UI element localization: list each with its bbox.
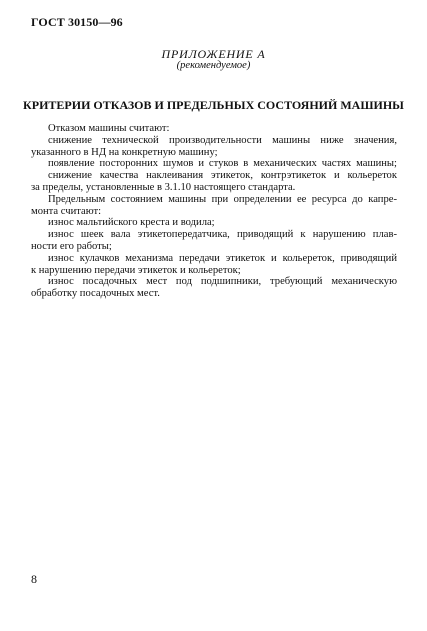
body-line: монта считают: bbox=[31, 205, 102, 217]
body-line: износ посадочных мест под подшипники, требующий механическую bbox=[48, 276, 397, 288]
body-text bbox=[31, 123, 397, 300]
body-line: снижение технической производительности машины ниже значения, bbox=[48, 134, 397, 146]
body-line: износ шеек вала этикетопередатчика, приводящий к нарушению плав- bbox=[48, 229, 397, 241]
body-line: Предельным состоянием машины при определении ее ресурса до капре- bbox=[48, 193, 397, 205]
appendix-subtitle: (рекомендуемое) bbox=[176, 60, 251, 71]
body-line: к нарушению передачи этикеток и кольереток; bbox=[31, 264, 241, 276]
body-line: износ мальтийского креста и водила; bbox=[48, 217, 215, 229]
body-line: за пределы, установленные в 3.1.10 настоящего стандарта. bbox=[31, 181, 296, 193]
body-line: обработку посадочных мест. bbox=[31, 288, 160, 300]
appendix-title: ПРИЛОЖЕНИЕ А bbox=[161, 47, 266, 61]
page-number: 8 bbox=[31, 572, 37, 586]
body-line: износ кулачков механизма передачи этикеток и кольереток, приводящий bbox=[48, 252, 397, 264]
standard-code: ГОСТ 30150—96 bbox=[31, 15, 123, 29]
section-title: КРИТЕРИИ ОТКАЗОВ И ПРЕДЕЛЬНЫХ СОСТОЯНИЙ МАШИНЫ bbox=[23, 98, 404, 112]
body-line: ности его работы; bbox=[31, 240, 112, 252]
body-line: указанного в НД на конкретную машину; bbox=[31, 146, 218, 158]
body-line: появление посторонних шумов и стуков в механических частях машины; bbox=[48, 158, 397, 170]
body-line: Отказом машины считают: bbox=[48, 123, 170, 134]
body-line: снижение качества наклеивания этикеток, контрэтикеток и кольереток bbox=[48, 170, 397, 182]
